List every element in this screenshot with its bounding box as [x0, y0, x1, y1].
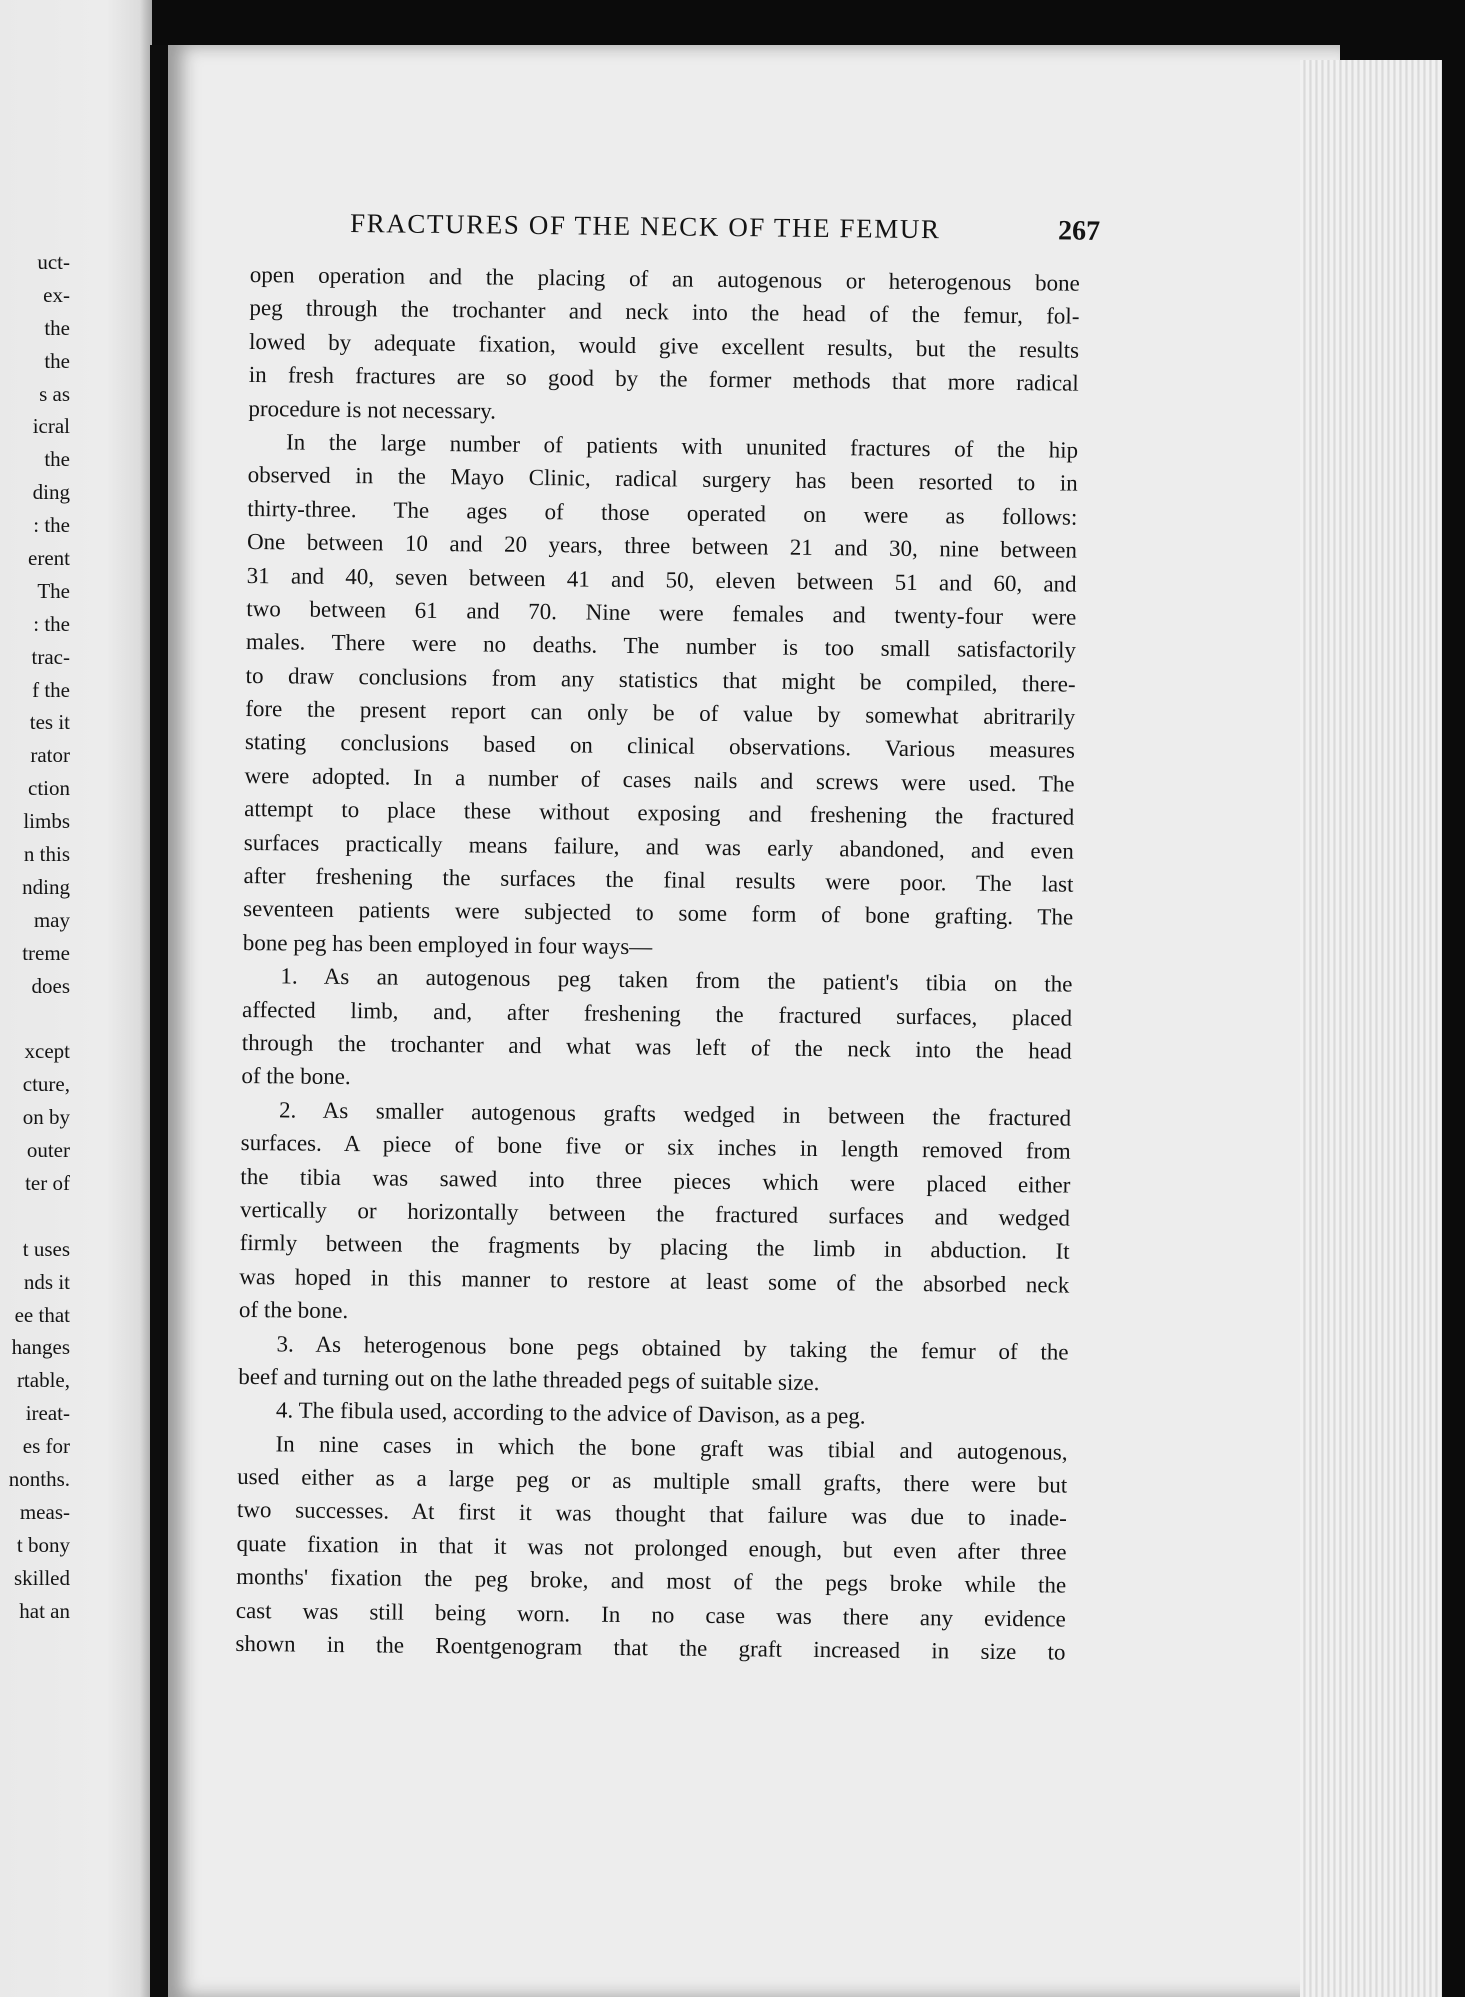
body-text [235, 258, 1080, 1669]
text-line: procedure is not necessary. [248, 395, 497, 424]
text-line: the tibia was sawed into three pieces which were placed either [240, 1163, 1071, 1198]
previous-page-line: ction [28, 776, 70, 801]
text-line: seventeen patients were subjected to some form of bone grafting. The [243, 896, 1074, 931]
previous-page-line: ter of [25, 1170, 70, 1195]
text-line: surfaces. A piece of bone five or six inches in length removed from [240, 1130, 1071, 1164]
text-line: firmly between the fragments by placing the limb in abduction. It [239, 1230, 1070, 1264]
text-line: shown in the Roentgenogram that the graft increased in size to [235, 1630, 1066, 1665]
previous-page-line: meas- [19, 1499, 70, 1524]
previous-page-line [0, 1002, 70, 1035]
text-line: two successes. At first it was thought that failure was due to inade- [236, 1497, 1067, 1532]
previous-page-line: ex- [43, 282, 70, 307]
text-line: quate fixation in that it was not prolonged enough, but even after three [236, 1530, 1067, 1565]
previous-page-line: the [44, 348, 70, 373]
text-line: peg through the trochanter and neck into the head of the femur, fol- [249, 295, 1080, 330]
text-line: cast was still being worn. In no case was there any evidence [235, 1597, 1066, 1632]
running-title: FRACTURES OF THE NECK OF THE FEMUR [349, 208, 941, 245]
text-line: was hoped in this manner to restore at least some of the absorbed neck [239, 1263, 1070, 1298]
previous-page-line: the [44, 315, 70, 340]
previous-page-line: may [33, 907, 70, 932]
text-line: of the bone. [238, 1297, 349, 1324]
previous-page-line: hanges [11, 1335, 70, 1360]
text-line: stating conclusions based on clinical observations. Various measures [244, 729, 1076, 764]
text-line: 31 and 40, seven between 41 and 50, eleven between 51 and 60, and [246, 562, 1077, 597]
previous-page-line: icral [32, 414, 70, 439]
previous-page-line: trac- [31, 644, 70, 669]
text-line: affected limb, and, after freshening the fractured surfaces, placed [242, 996, 1073, 1031]
page-edges [1300, 60, 1442, 1997]
text-line: vertically or horizontally between the fractured surfaces and wedged [239, 1196, 1071, 1231]
text-line: to draw conclusions from any statistics that might be compiled, there- [245, 662, 1076, 697]
previous-page-line: on by [22, 1105, 70, 1130]
text-line: males. There were no deaths. The number is too small satisfactorily [245, 629, 1077, 663]
previous-page-line: ireat- [25, 1401, 70, 1426]
text-line: In the large number of patients with ununited fractures of the hip [285, 429, 1079, 463]
previous-page-line: ding [32, 480, 70, 505]
previous-page-line: nonths. [8, 1466, 70, 1491]
previous-page-line: erent [28, 546, 70, 571]
previous-page-line: t bony [16, 1532, 70, 1557]
page-header [350, 208, 1100, 260]
text-line: bone peg has been employed in four ways— [242, 929, 653, 960]
previous-page-line: the [44, 447, 70, 472]
text-line: in fresh fractures are so good by the former methods that more radical [248, 362, 1079, 396]
previous-page-line: f the [32, 677, 70, 702]
previous-page-line: ee that [14, 1302, 70, 1327]
previous-page-line: does [31, 973, 70, 998]
previous-page-line: nding [22, 874, 70, 899]
previous-page-line: The [37, 578, 70, 603]
previous-page [0, 0, 152, 1997]
previous-page-line: n this [23, 842, 70, 867]
text-line: 1. As an autogenous peg taken from the patient's tibia on the [280, 963, 1073, 997]
text-line: months' fixation the peg broke, and most of the pegs broke while the [236, 1564, 1067, 1598]
previous-page-line: outer [26, 1138, 70, 1163]
previous-page-line: s as [39, 381, 70, 406]
previous-page-line: skilled [14, 1565, 70, 1590]
text-line: 2. As smaller autogenous grafts wedged in between the fractured [278, 1097, 1072, 1131]
previous-page-line: rator [30, 743, 70, 768]
previous-page-line [0, 1200, 70, 1233]
previous-page-line: hat an [19, 1598, 70, 1623]
text-line: lowed by adequate fixation, would give excellent results, but the results [248, 328, 1080, 363]
previous-page-line: cture, [22, 1072, 70, 1097]
text-line: 3. As heterogenous bone pegs obtained by taking the femur of the [276, 1330, 1069, 1365]
text-line: 4. The fibula used, according to the advice of Davison, as a peg. [275, 1397, 866, 1429]
previous-page-line: nds it [23, 1269, 70, 1294]
previous-page-line: limbs [23, 809, 70, 834]
previous-page-text [0, 246, 70, 1627]
text-line: through the trochanter and what was left of the neck into the head [241, 1029, 1072, 1064]
previous-page-line: uct- [37, 250, 70, 274]
text-line: In nine cases in which the bone graft was tibial and autogenous, [275, 1431, 1068, 1465]
text-line: attempt to place these without exposing and freshening the fractured [244, 796, 1075, 830]
previous-page-line: treme [22, 940, 70, 965]
previous-page-line: t uses [22, 1236, 70, 1261]
previous-page-line: rtable, [16, 1368, 70, 1393]
text-line: after freshening the surfaces the final results were poor. The last [243, 862, 1074, 897]
page-number: 267 [1057, 215, 1101, 247]
previous-page-line: es for [22, 1434, 70, 1459]
text-line: were adopted. In a number of cases nails and screws were used. The [244, 762, 1075, 797]
previous-page-line: xcept [24, 1039, 70, 1064]
previous-page-line: : the [33, 513, 70, 538]
previous-page-line: tes it [29, 710, 70, 735]
text-line: of the bone. [241, 1063, 351, 1090]
text-line: thirty-three. The ages of those operated on were as follows: [247, 495, 1078, 530]
text-line: One between 10 and 20 years, three between 21 and 30, nine between [246, 529, 1078, 563]
text-line: fore the present report can only be of value by somewhat abritrarily [245, 696, 1076, 730]
text-line: observed in the Mayo Clinic, radical surgery has been resorted to in [247, 462, 1078, 497]
text-line: two between 61 and 70. Nine were females and twenty-four were [246, 595, 1077, 630]
text-line: used either as a large peg or as multiple small grafts, there were but [237, 1463, 1068, 1498]
text-line: open operation and the placing of an autogenous or heterogenous bone [249, 261, 1080, 296]
text-line: beef and turning out on the lathe threaded pegs of suitable size. [238, 1363, 820, 1395]
previous-page-line: : the [33, 611, 70, 636]
text-line: surfaces practically means failure, and was early abandoned, and even [243, 829, 1074, 864]
